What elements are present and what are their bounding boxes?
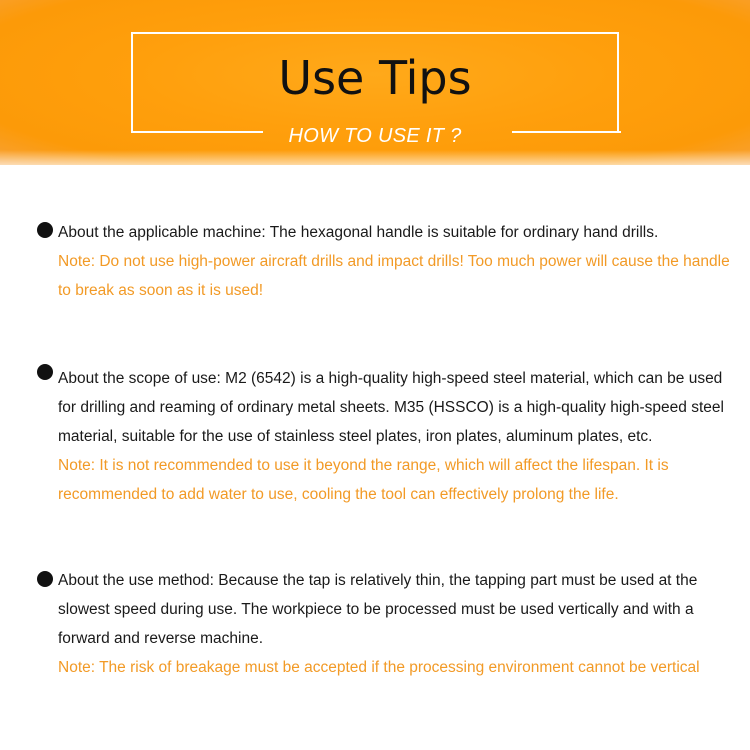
tip-note: Note: Do not use high-power aircraft drills and impact drills! Too much power will cause the handle to break as soon as it is used!	[58, 253, 730, 299]
bullet-icon	[37, 571, 53, 587]
tip-machine	[58, 218, 738, 305]
bullet-icon	[37, 364, 53, 380]
page-subtitle: HOW TO USE IT ?	[288, 125, 462, 147]
header-fade	[0, 150, 750, 174]
tip-text: About the scope of use: M2 (6542) is a high-quality high-speed steel material, which can be used for drilling and reaming of ordinary metal sheets. M35 (HSSCO) is a high-quality high-speed steel material, suitable for the use of stainless steel plates, iron plates, aluminum plates, etc.	[58, 370, 724, 445]
page-title: Use Tips	[278, 51, 472, 105]
tip-note: Note: It is not recommended to use it beyond the range, which will affect the lifespan. It is recommended to add water to use, cooling the tool can effectively prolong the life.	[58, 457, 669, 503]
tip-text: About the use method: Because the tap is relatively thin, the tapping part must be used at the slowest speed during use. The workpiece to be processed must be used vertically and with a forward and reverse machine.	[58, 572, 698, 647]
tip-scope	[58, 364, 738, 509]
tip-method	[58, 566, 738, 682]
tip-note: Note: The risk of breakage must be accepted if the processing environment cannot be vertical	[58, 659, 700, 676]
bullet-icon	[37, 222, 53, 238]
tip-text: About the applicable machine: The hexagonal handle is suitable for ordinary hand drills.	[58, 224, 659, 241]
